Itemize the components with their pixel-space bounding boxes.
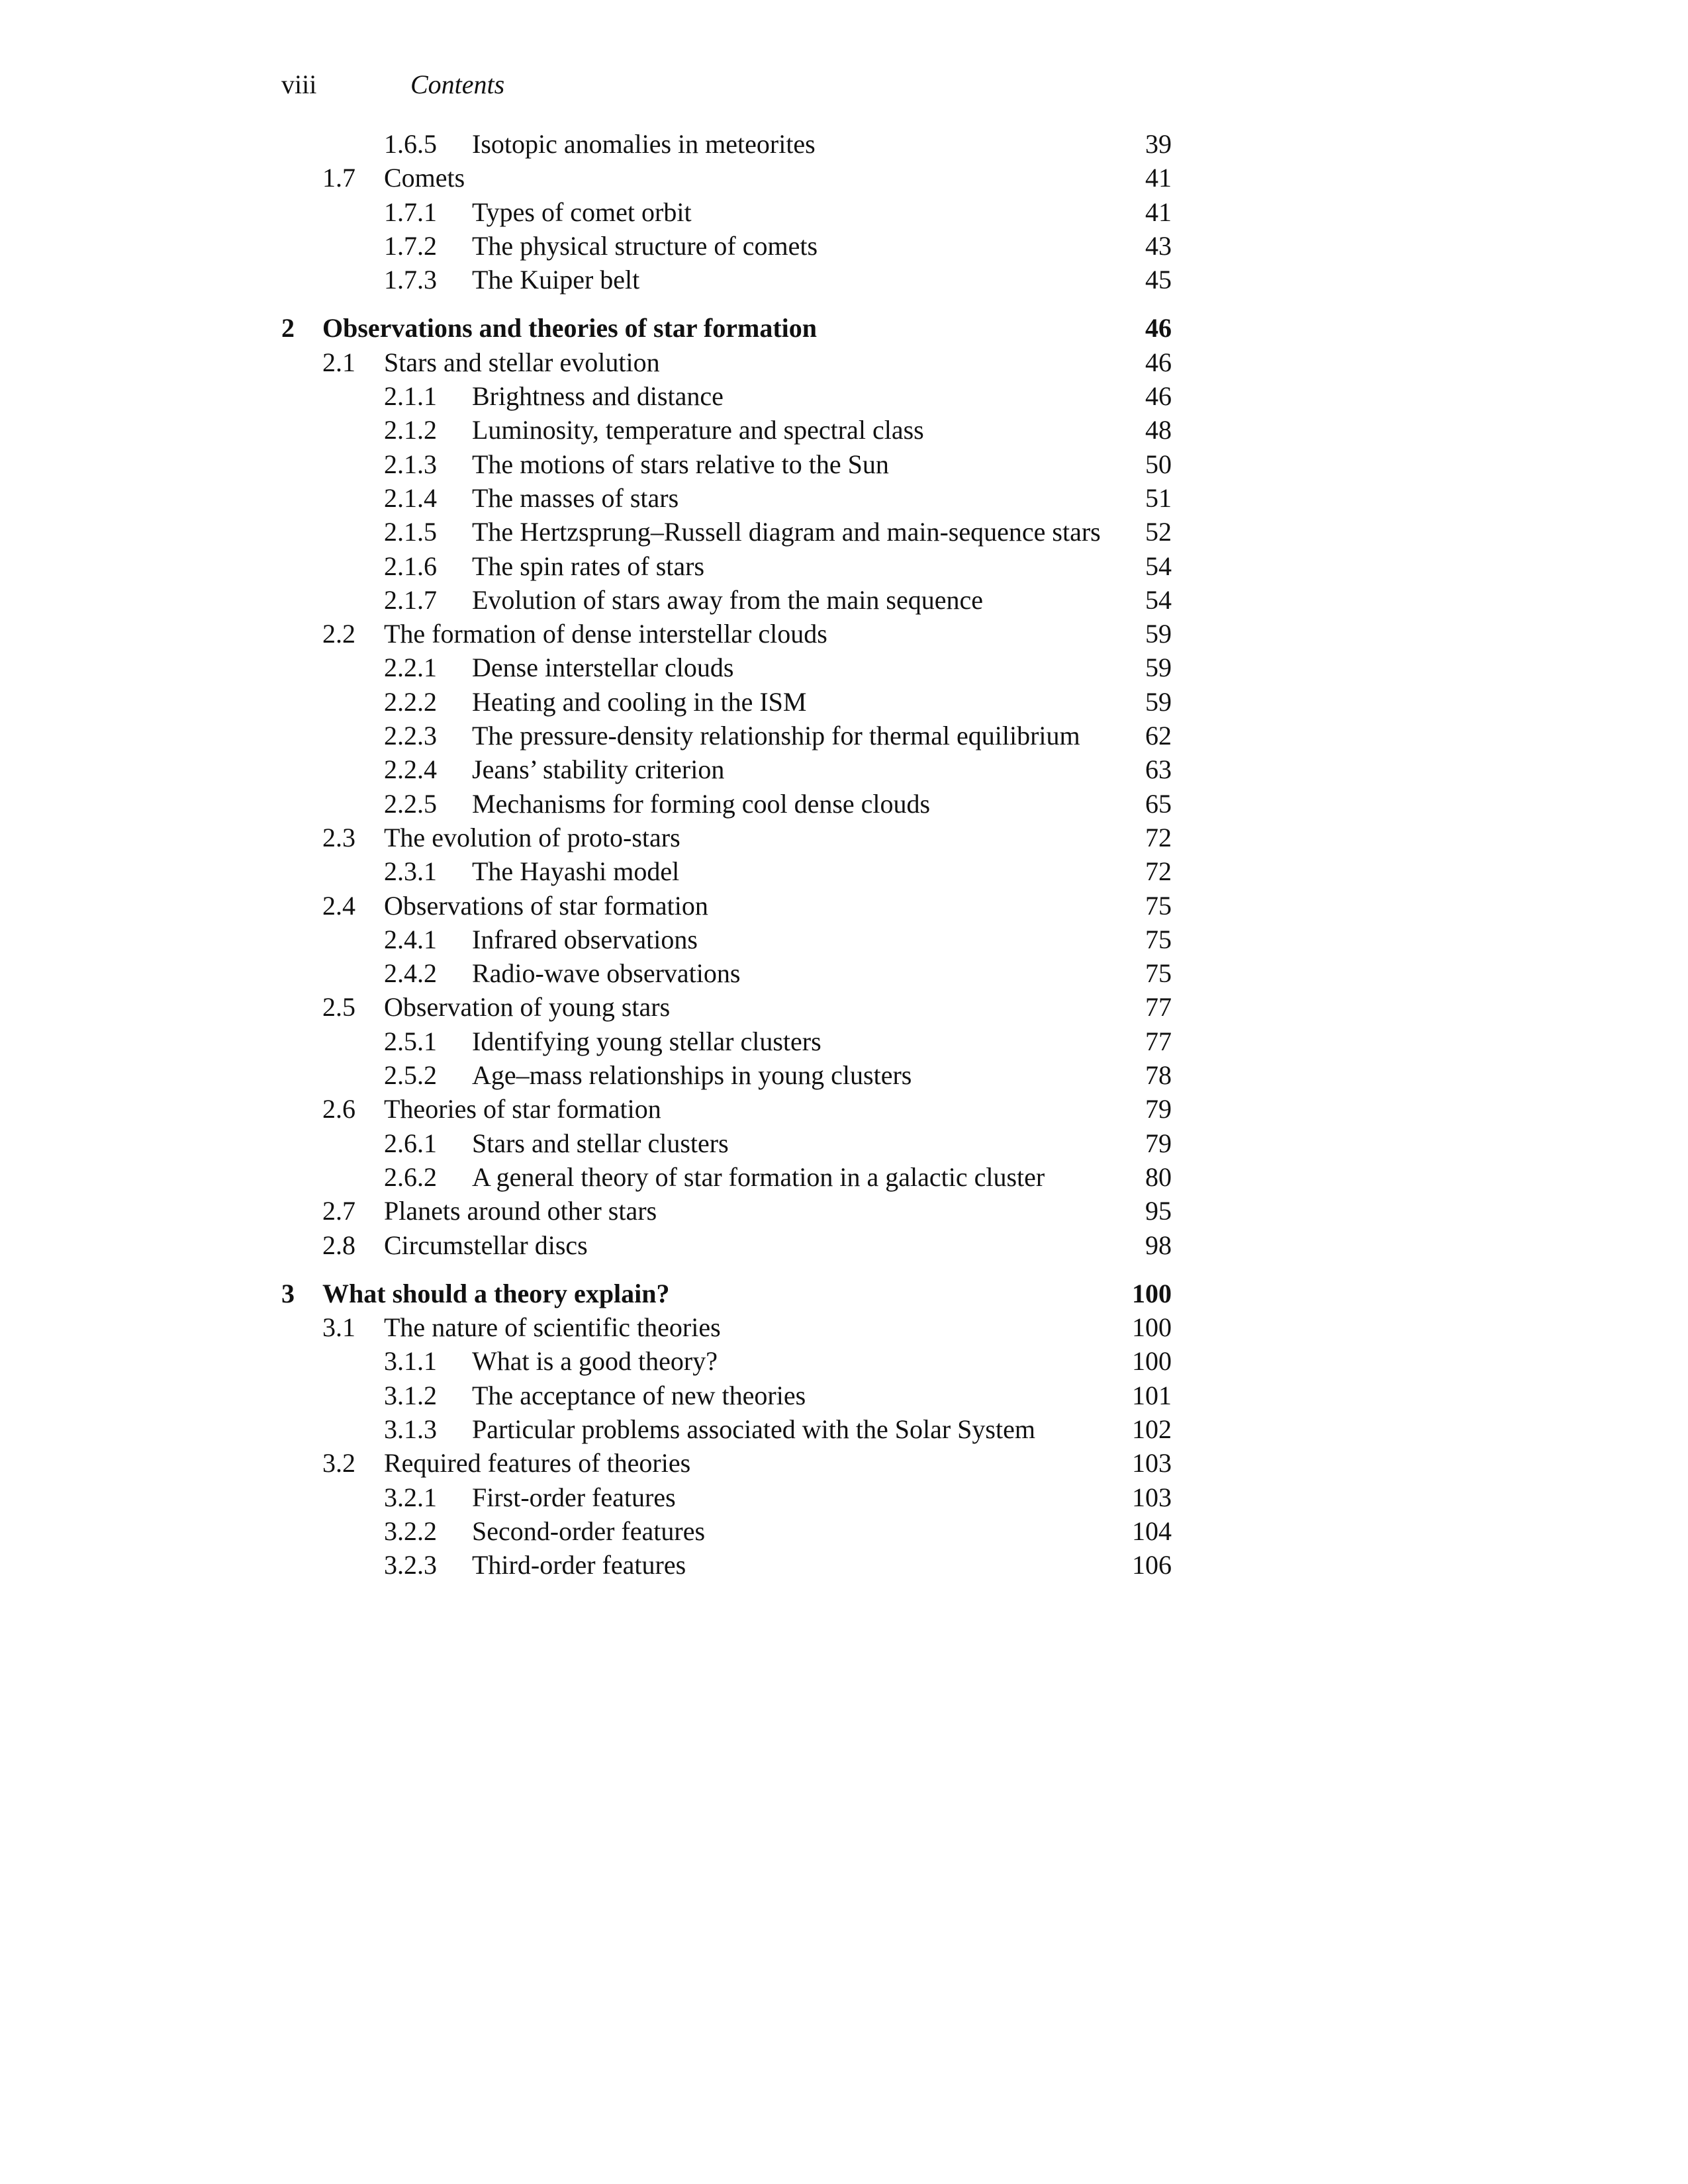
toc-entry-number: 2.1.5 <box>384 517 437 547</box>
toc-section-entry[interactable] <box>281 821 1172 854</box>
toc-entry-page: 52 <box>1145 517 1172 547</box>
toc-entry-number: 3.2 <box>322 1448 355 1479</box>
toc-entry-page: 45 <box>1145 265 1172 295</box>
toc-entry-title: The motions of stars relative to the Sun <box>472 449 889 479</box>
toc-entry-page: 104 <box>1132 1516 1172 1546</box>
toc-subsection-entry[interactable] <box>281 195 1172 229</box>
toc-entry-title: Second-order features <box>472 1516 706 1546</box>
toc-subsection-entry[interactable] <box>281 583 1172 617</box>
toc-subsection-entry[interactable] <box>281 1514 1172 1548</box>
toc-entry-number: 2.1.1 <box>384 381 437 412</box>
toc-entry-number: 2.7 <box>322 1196 355 1226</box>
toc-subsection-entry[interactable] <box>281 1126 1172 1160</box>
toc-entry-title: First-order features <box>472 1482 676 1512</box>
toc-entry-title: Stars and stellar clusters <box>472 1128 729 1158</box>
toc-entry-page: 59 <box>1145 686 1172 717</box>
toc-entry-number: 2.4.2 <box>384 958 437 989</box>
toc-entry-page: 79 <box>1145 1094 1172 1124</box>
toc-entry-page: 103 <box>1132 1448 1172 1479</box>
toc-subsection-entry[interactable] <box>281 379 1172 413</box>
toc-entry-number: 2.3 <box>322 822 355 852</box>
table-of-contents <box>281 127 1172 1582</box>
toc-subsection-entry[interactable] <box>281 127 1172 161</box>
toc-entry-title: Brightness and distance <box>472 381 724 412</box>
toc-subsection-entry[interactable] <box>281 752 1172 786</box>
toc-entry-page: 72 <box>1145 856 1172 887</box>
toc-entry-page: 48 <box>1145 415 1172 445</box>
toc-subsection-entry[interactable] <box>281 1379 1172 1412</box>
toc-entry-number: 2.1.7 <box>384 584 437 615</box>
toc-entry-title: Theories of star formation <box>384 1094 661 1124</box>
toc-entry-title: The acceptance of new theories <box>472 1380 806 1410</box>
running-title: Contents <box>410 69 505 99</box>
toc-subsection-entry[interactable] <box>281 447 1172 481</box>
toc-entry-page: 62 <box>1145 721 1172 751</box>
toc-entry-page: 103 <box>1132 1482 1172 1512</box>
toc-section-entry[interactable] <box>281 1310 1172 1344</box>
toc-subsection-entry[interactable] <box>281 956 1172 990</box>
toc-section-entry[interactable] <box>281 345 1172 379</box>
toc-entry-page: 41 <box>1145 197 1172 227</box>
toc-entry-number: 2.1 <box>322 347 355 377</box>
toc-entry-title: The formation of dense interstellar clouds <box>384 619 827 649</box>
toc-subsection-entry[interactable] <box>281 549 1172 583</box>
toc-entry-number: 2.6 <box>322 1094 355 1124</box>
toc-entry-number: 2.5 <box>322 992 355 1023</box>
toc-entry-page: 98 <box>1145 1230 1172 1260</box>
toc-section-entry[interactable] <box>281 1228 1172 1262</box>
toc-subsection-entry[interactable] <box>281 263 1172 296</box>
toc-entry-page: 46 <box>1145 313 1172 343</box>
toc-entry-page: 50 <box>1145 449 1172 479</box>
toc-section-entry[interactable] <box>281 1194 1172 1228</box>
toc-entry-number: 3 <box>281 1278 295 1308</box>
toc-entry-title: Evolution of stars away from the main sequence <box>472 584 983 615</box>
toc-entry-title: Luminosity, temperature and spectral class <box>472 415 924 445</box>
toc-entry-page: 65 <box>1145 788 1172 819</box>
toc-entry-number: 2.6.1 <box>384 1128 437 1158</box>
toc-entry-page: 75 <box>1145 890 1172 921</box>
toc-entry-title: Infrared observations <box>472 924 698 954</box>
toc-entry-title: Comets <box>384 163 465 193</box>
toc-entry-page: 75 <box>1145 924 1172 954</box>
toc-entry-page: 101 <box>1132 1380 1172 1410</box>
toc-section-entry[interactable] <box>281 889 1172 923</box>
toc-entry-title: Circumstellar discs <box>384 1230 588 1260</box>
toc-subsection-entry[interactable] <box>281 854 1172 888</box>
toc-entry-page: 80 <box>1145 1161 1172 1192</box>
toc-entry-page: 102 <box>1132 1414 1172 1444</box>
toc-section-entry[interactable] <box>281 1446 1172 1480</box>
toc-entry-page: 59 <box>1145 653 1172 683</box>
toc-entry-title: Isotopic anomalies in meteorites <box>472 129 816 159</box>
toc-entry-title: The Hayashi model <box>472 856 680 887</box>
toc-subsection-entry[interactable] <box>281 1548 1172 1582</box>
toc-entry-page: 54 <box>1145 551 1172 581</box>
toc-section-entry[interactable] <box>281 990 1172 1024</box>
toc-entry-title: Observations and theories of star formation <box>322 313 817 343</box>
toc-entry-title: The evolution of proto-stars <box>384 822 680 852</box>
toc-entry-title: The Kuiper belt <box>472 265 640 295</box>
toc-chapter-entry[interactable] <box>281 311 1172 345</box>
toc-entry-page: 100 <box>1132 1346 1172 1377</box>
toc-entry-title: Required features of theories <box>384 1448 691 1479</box>
toc-entry-page: 54 <box>1145 584 1172 615</box>
toc-entry-number: 2.6.2 <box>384 1161 437 1192</box>
toc-entry-title: Jeans’ stability criterion <box>472 754 725 785</box>
toc-section-entry[interactable] <box>281 1092 1172 1126</box>
toc-subsection-entry[interactable] <box>281 685 1172 719</box>
toc-entry-title: Observations of star formation <box>384 890 708 921</box>
toc-entry-page: 72 <box>1145 822 1172 852</box>
toc-entry-title: The Hertzsprung–Russell diagram and main-sequence stars <box>472 517 1101 547</box>
toc-entry-title: Mechanisms for forming cool dense clouds <box>472 788 931 819</box>
toc-subsection-entry[interactable] <box>281 719 1172 752</box>
toc-entry-number: 1.7 <box>322 163 355 193</box>
toc-entry-number: 3.2.2 <box>384 1516 437 1546</box>
toc-entry-title: The masses of stars <box>472 482 679 513</box>
toc-subsection-entry[interactable] <box>281 1344 1172 1378</box>
toc-entry-number: 3.1.3 <box>384 1414 437 1444</box>
toc-entry-page: 77 <box>1145 992 1172 1023</box>
toc-entry-title: Types of comet orbit <box>472 197 692 227</box>
toc-entry-title: Heating and cooling in the ISM <box>472 686 807 717</box>
toc-entry-title: Radio-wave observations <box>472 958 741 989</box>
toc-section-entry[interactable] <box>281 617 1172 651</box>
toc-entry-title: A general theory of star formation in a galactic cluster <box>472 1161 1045 1192</box>
toc-entry-page: 79 <box>1145 1128 1172 1158</box>
toc-entry-number: 2.3.1 <box>384 856 437 887</box>
toc-entry-page: 75 <box>1145 958 1172 989</box>
toc-entry-number: 2.8 <box>322 1230 355 1260</box>
toc-entry-number: 1.7.2 <box>384 230 437 261</box>
toc-entry-number: 2.4.1 <box>384 924 437 954</box>
toc-entry-number: 2.1.2 <box>384 415 437 445</box>
toc-entry-page: 46 <box>1145 347 1172 377</box>
toc-entry-title: Age–mass relationships in young clusters <box>472 1060 912 1091</box>
toc-entry-number: 1.7.1 <box>384 197 437 227</box>
toc-entry-page: 63 <box>1145 754 1172 785</box>
toc-entry-title: Dense interstellar clouds <box>472 653 734 683</box>
toc-entry-number: 2.5.1 <box>384 1026 437 1056</box>
toc-subsection-entry[interactable] <box>281 515 1172 549</box>
toc-entry-number: 3.2.3 <box>384 1550 437 1580</box>
toc-entry-number: 3.2.1 <box>384 1482 437 1512</box>
toc-subsection-entry[interactable] <box>281 923 1172 956</box>
toc-entry-page: 43 <box>1145 230 1172 261</box>
toc-entry-number: 2.5.2 <box>384 1060 437 1091</box>
toc-entry-number: 2.2.2 <box>384 686 437 717</box>
toc-entry-number: 2.2 <box>322 619 355 649</box>
toc-subsection-entry[interactable] <box>281 1412 1172 1446</box>
toc-entry-title: Observation of young stars <box>384 992 671 1023</box>
toc-entry-number: 2.1.4 <box>384 482 437 513</box>
toc-entry-number: 2.1.3 <box>384 449 437 479</box>
toc-entry-page: 95 <box>1145 1196 1172 1226</box>
toc-subsection-entry[interactable] <box>281 1024 1172 1058</box>
toc-subsection-entry[interactable] <box>281 1160 1172 1194</box>
toc-entry-page: 59 <box>1145 619 1172 649</box>
toc-entry-title: Particular problems associated with the Solar System <box>472 1414 1035 1444</box>
toc-entry-page: 46 <box>1145 381 1172 412</box>
toc-entry-title: What is a good theory? <box>472 1346 718 1377</box>
toc-entry-number: 2.4 <box>322 890 355 921</box>
toc-entry-number: 2.1.6 <box>384 551 437 581</box>
toc-subsection-entry[interactable] <box>281 229 1172 263</box>
toc-subsection-entry[interactable] <box>281 1058 1172 1092</box>
toc-subsection-entry[interactable] <box>281 787 1172 821</box>
toc-entry-number: 2.2.3 <box>384 721 437 751</box>
toc-entry-page: 106 <box>1132 1550 1172 1580</box>
toc-entry-title: The pressure-density relationship for thermal equilibrium <box>472 721 1080 751</box>
toc-entry-title: The physical structure of comets <box>472 230 818 261</box>
toc-chapter-entry[interactable] <box>281 1277 1172 1310</box>
toc-entry-page: 39 <box>1145 129 1172 159</box>
toc-entry-page: 78 <box>1145 1060 1172 1091</box>
toc-entry-page: 51 <box>1145 482 1172 513</box>
toc-subsection-entry[interactable] <box>281 481 1172 515</box>
toc-entry-page: 41 <box>1145 163 1172 193</box>
toc-entry-title: Planets around other stars <box>384 1196 657 1226</box>
page-number: viii <box>281 69 317 99</box>
toc-entry-page: 77 <box>1145 1026 1172 1056</box>
toc-entry-number: 2.2.5 <box>384 788 437 819</box>
toc-entry-number: 3.1.1 <box>384 1346 437 1377</box>
toc-entry-title: Identifying young stellar clusters <box>472 1026 821 1056</box>
toc-entry-number: 3.1 <box>322 1312 355 1343</box>
toc-entry-title: What should a theory explain? <box>322 1278 670 1308</box>
toc-entry-number: 2.2.4 <box>384 754 437 785</box>
toc-entry-title: The spin rates of stars <box>472 551 705 581</box>
toc-entry-number: 2 <box>281 313 295 343</box>
toc-entry-page: 100 <box>1132 1312 1172 1343</box>
toc-entry-number: 1.7.3 <box>384 265 437 295</box>
toc-section-entry[interactable] <box>281 161 1172 195</box>
toc-entry-number: 2.2.1 <box>384 653 437 683</box>
toc-entry-title: The nature of scientific theories <box>384 1312 721 1343</box>
toc-entry-title: Third-order features <box>472 1550 686 1580</box>
toc-entry-title: Stars and stellar evolution <box>384 347 660 377</box>
toc-entry-number: 3.1.2 <box>384 1380 437 1410</box>
toc-subsection-entry[interactable] <box>281 413 1172 447</box>
toc-entry-number: 1.6.5 <box>384 129 437 159</box>
toc-subsection-entry[interactable] <box>281 1480 1172 1514</box>
toc-entry-page: 100 <box>1132 1278 1172 1308</box>
toc-subsection-entry[interactable] <box>281 651 1172 684</box>
